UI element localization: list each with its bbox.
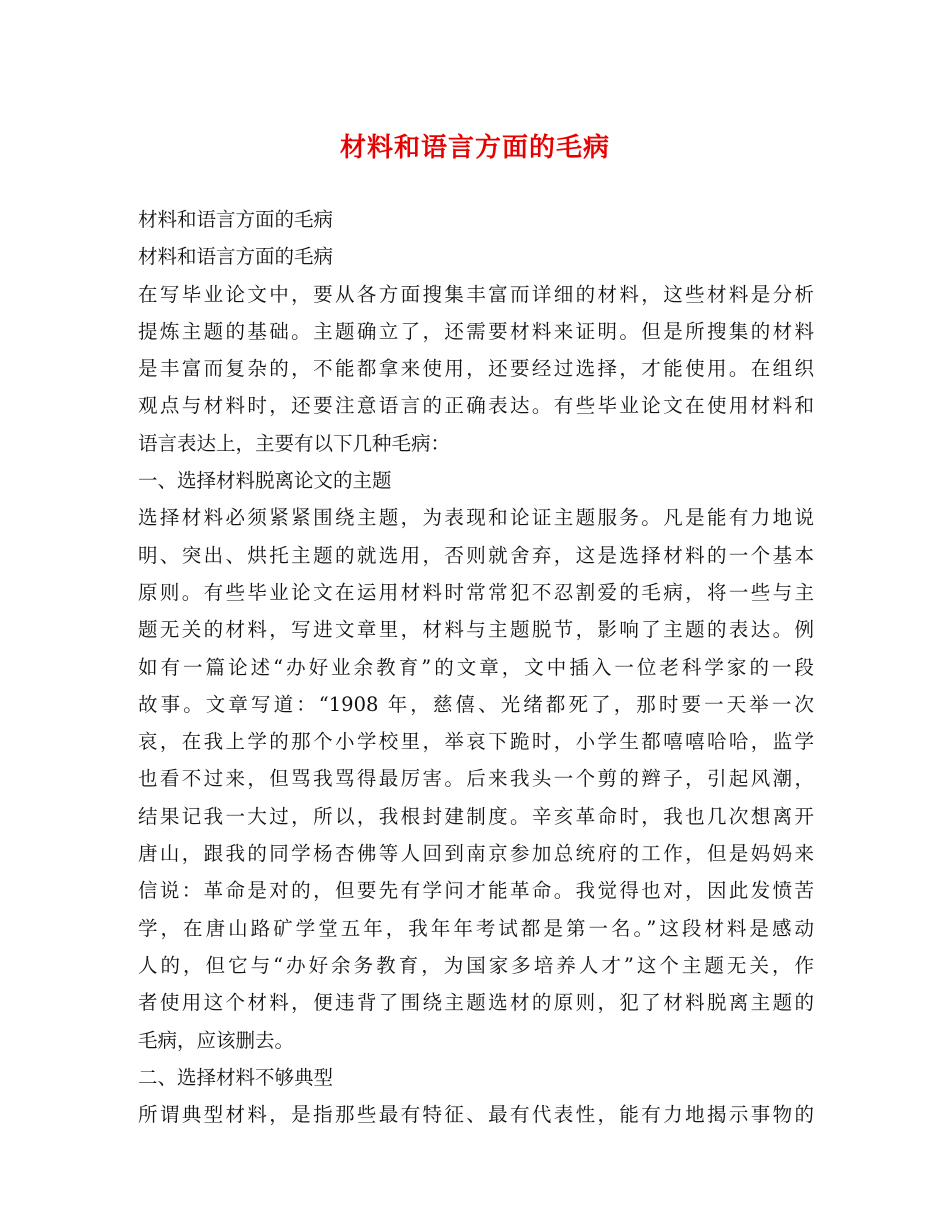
body-line: 是丰富而复杂的，不能都拿来使用，还要经过选择，才能使用。在组织 — [138, 357, 814, 381]
body-line: 故事。文章写道：“1908 年，慈僖、光绪都死了，那时要一天举一次 — [138, 692, 814, 716]
document-title: 材料和语言方面的毛病 — [339, 133, 610, 163]
body-line: 提炼主题的基础。主题确立了，还需要材料来证明。但是所搜集的材料 — [138, 319, 814, 343]
body-line: 所谓典型材料，是指那些最有特征、最有代表性，能有力地揭示事物的 — [138, 1103, 814, 1127]
body-line: 毛病，应该删去。 — [138, 1028, 295, 1052]
body-line: 如有一篇论述“办好业余教育”的文章，文中插入一位老科学家的一段 — [138, 655, 814, 679]
body-line: 学，在唐山路矿学堂五年，我年年考试都是第一名。”这段材料是感动 — [138, 916, 814, 940]
body-line: 结果记我一大过，所以，我根封建制度。辛亥革命时，我也几次想离开 — [138, 804, 814, 828]
body-line: 人的，但它与“办好余务教育，为国家多培养人才”这个主题无关，作 — [138, 953, 814, 977]
body-line: 信说：革命是对的，但要先有学问才能革命。我觉得也对，因此发愤苦 — [138, 879, 814, 903]
body-line: 者使用这个材料，便违背了围绕主题选材的原则，犯了材料脱离主题的 — [138, 991, 814, 1015]
body-line: 在写毕业论文中，要从各方面搜集丰富而详细的材料，这些材料是分析 — [138, 282, 814, 306]
document-body — [138, 201, 814, 1133]
body-line: 题无关的材料，写进文章里，材料与主题脱节，影响了主题的表达。例 — [138, 618, 814, 642]
body-line: 材料和语言方面的毛病 — [138, 208, 334, 231]
body-line: 明、突出、烘托主题的就选用，否则就舍弃，这是选择材料的一个基本 — [138, 543, 814, 567]
body-line: 语言表达上，主要有以下几种毛病： — [138, 431, 451, 455]
body-line: 材料和语言方面的毛病 — [138, 245, 334, 269]
body-line: 二、选择材料不够典型 — [138, 1065, 334, 1089]
body-line: 哀，在我上学的那个小学校里，举哀下跪时，小学生都嘻嘻哈哈，监学 — [138, 730, 814, 754]
body-line: 一、选择材料脱离论文的主题 — [138, 469, 392, 493]
body-line: 观点与材料时，还要注意语言的正确表达。有些毕业论文在使用材料和 — [138, 394, 814, 418]
body-line: 也看不过来，但骂我骂得最厉害。后来我头一个剪的辫子，引起风潮， — [138, 767, 814, 791]
body-line: 唐山，跟我的同学杨杏佛等人回到南京参加总统府的工作，但是妈妈来 — [138, 842, 814, 866]
body-line: 原则。有些毕业论文在运用材料时常常犯不忍割爱的毛病，将一些与主 — [138, 580, 814, 604]
body-line: 选择材料必须紧紧围绕主题，为表现和论证主题服务。凡是能有力地说 — [138, 506, 814, 530]
